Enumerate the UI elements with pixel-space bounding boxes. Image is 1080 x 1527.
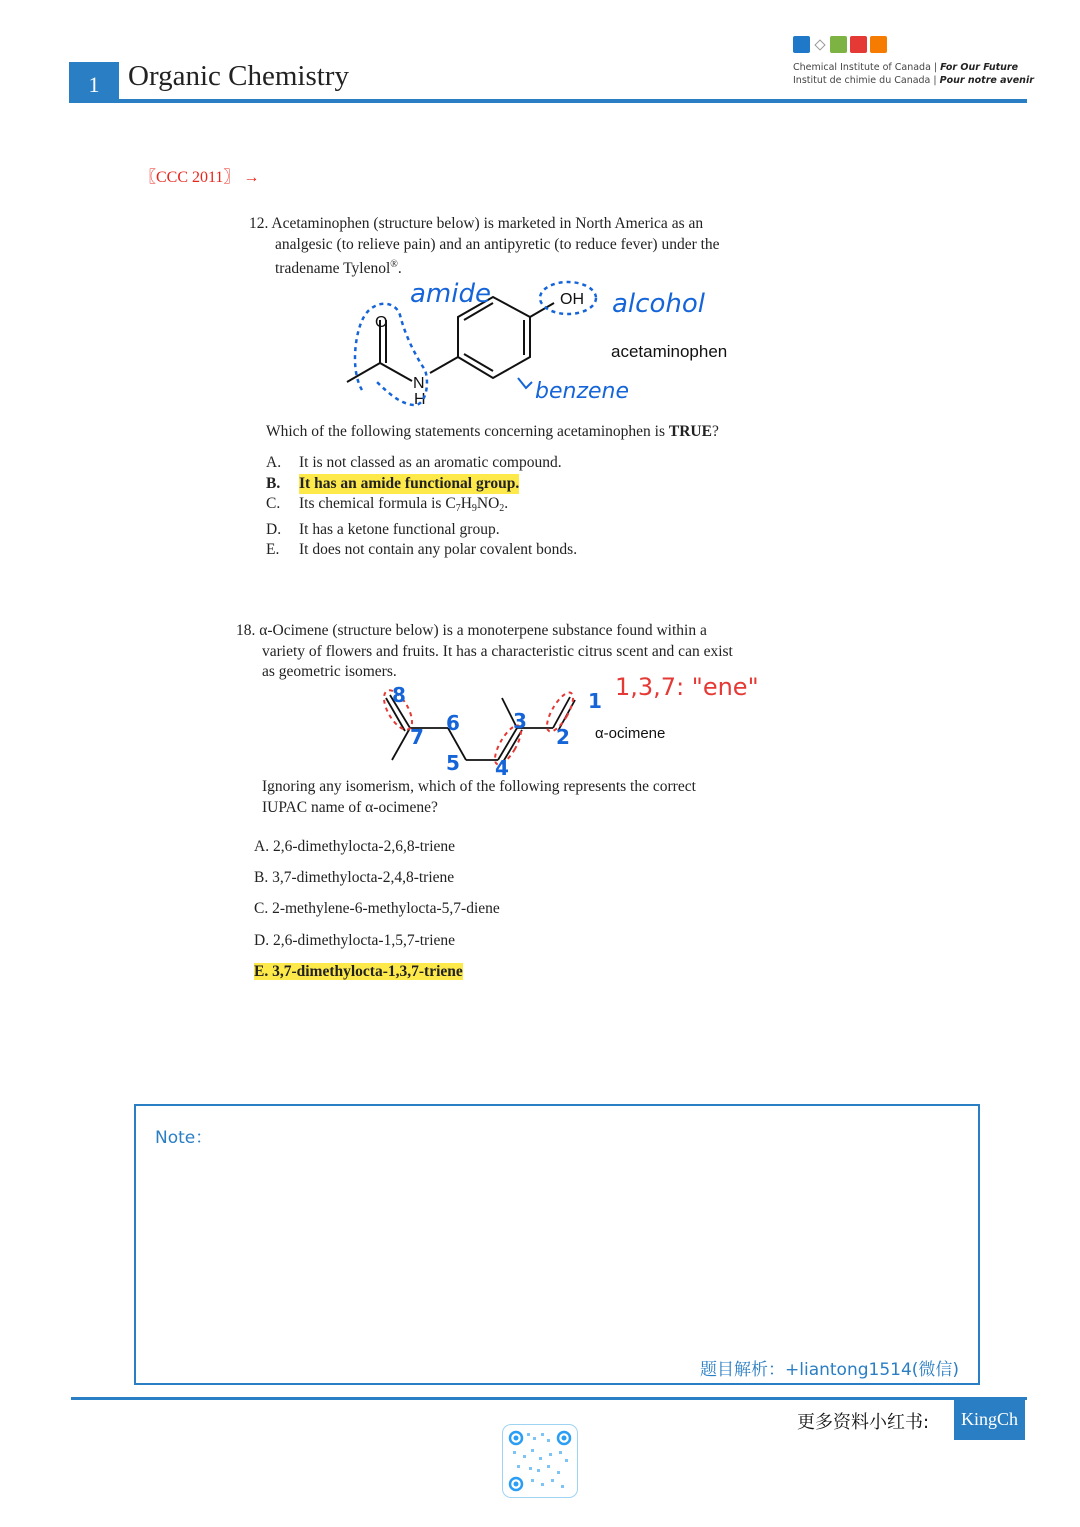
option-b[interactable]: B. 3,7-dimethylocta-2,4,8-triene [254,869,455,887]
subscript: 7 [455,503,461,514]
prompt-line: IUPAC name of α-ocimene? [262,798,438,816]
option-a[interactable]: A. 2,6-dimethylocta-2,6,8-triene [254,838,456,855]
note-label: Note： [155,1128,213,1148]
org-tagline-fr: Pour notre avenir [939,75,1034,86]
ocimene-structure [360,670,800,780]
option-c[interactable]: C. 2-methylene-6-methylocta-5,7-diene [254,900,500,918]
stem-line: analgesic (to relieve pain) and an antipyretic (to reduce fever) under the [275,235,720,253]
footer-brand: KingCh [954,1399,1025,1440]
option-text [299,494,508,520]
stem-line: Acetaminophen (structure below) is marketed in North America as an [271,215,704,232]
source-tag: 〖CCC 2011〗 → [140,169,260,186]
question-18-prompt [262,777,696,818]
diamond-icon [814,39,825,50]
subscript: 2 [499,503,505,514]
option-letter: D. [266,520,282,538]
oxygen-atom: O [375,314,388,331]
cic-logo-icon [793,36,810,53]
question-number: 12. [249,215,269,232]
cst-logo-icon [870,36,887,53]
stem-end: . [397,260,402,277]
option-text: It is not classed as an aromatic compound. [299,454,562,471]
prompt-suffix: ? [711,423,719,440]
footer-divider [71,1397,1027,1400]
option-d[interactable] [266,520,577,541]
question-18-options [254,831,500,987]
note-footer-contact: 题目解析：+liantong1514(微信) [700,1360,960,1380]
subscript: 9 [471,503,477,514]
carbon-number: 4 [495,756,509,780]
org-tagline-en: For Our Future [940,62,1019,73]
option-text: It has a ketone functional group. [299,520,500,538]
option-letter: E. [266,541,280,558]
option-b-correct[interactable] [266,474,577,495]
registered-mark: ® [390,259,398,270]
prompt-emphasis: TRUE [668,423,712,440]
option-e-correct[interactable] [254,956,500,987]
acetaminophen-structure [330,270,750,415]
hydrogen-atom: H [414,391,426,408]
ene-annotation: 1,3,7: "ene" [615,673,759,701]
qr-code [502,1424,578,1498]
carbon-number: 3 [513,709,527,733]
prompt-line: Ignoring any isomerism, which of the following represents the correct [262,778,696,795]
arrow-icon [518,378,532,388]
org-line-en: Chemical Institute of Canada | [793,62,941,73]
question-number: 18. [236,622,256,639]
carbon-number: 1 [588,689,602,713]
stem-line: α-Ocimene (structure below) is a monoterpene substance found within a [259,622,707,639]
note-box[interactable] [134,1104,980,1385]
carbon-number: 5 [446,751,460,775]
alcohol-annotation: alcohol [612,289,705,319]
option-e[interactable] [266,540,577,561]
header-divider [69,99,1027,103]
organization-name [793,61,1034,87]
org-line-fr: Institut de chimie du Canada | [793,75,940,86]
formula-text: H [460,495,472,512]
option-text-highlighted: It has an amide functional group. [299,474,519,495]
carbon-number: 8 [392,683,406,707]
carbon-number: 2 [556,725,570,749]
csc-logo-icon [830,36,847,53]
structure-label: acetaminophen [611,342,728,361]
question-12-options [266,453,577,561]
qr-code-icon [503,1425,577,1497]
option-letter: B. [266,474,281,492]
formula-text: . [504,495,509,512]
csche-logo-icon [850,36,867,53]
question-12-prompt [266,422,719,443]
option-letter: A. [266,454,282,471]
structure-label: α-ocimene [595,725,666,742]
carbon-number: 7 [410,725,424,749]
option-a[interactable] [266,453,577,474]
chapter-number: 1 [69,62,119,102]
nitrogen-atom: N [413,375,425,392]
amide-annotation: amide [410,279,491,309]
stem-line: as geometric isomers. [262,663,397,680]
stem-line: variety of flowers and fruits. It has a characteristic citrus scent and can exist [262,642,733,660]
benzene-annotation: benzene [535,379,630,404]
stem-line: tradename Tylenol [275,260,391,277]
footer-text: 更多资料小红书: [797,1412,930,1433]
chapter-title: Organic Chemistry [128,60,349,92]
cic-logo [793,36,887,53]
hydroxyl-group: OH [560,291,584,308]
option-c[interactable] [266,494,577,520]
prompt-text: Which of the following statements concerning acetaminophen is [266,423,669,440]
carbon-number: 6 [446,711,460,735]
formula-text: Its chemical formula is C [299,495,456,512]
option-text-highlighted: E. 3,7-dimethylocta-1,3,7-triene [254,962,463,980]
formula-text: NO [476,495,500,512]
option-d[interactable]: D. 2,6-dimethylocta-1,5,7-triene [254,931,456,949]
option-text: It does not contain any polar covalent bonds. [299,541,578,558]
option-letter: C. [266,495,281,512]
